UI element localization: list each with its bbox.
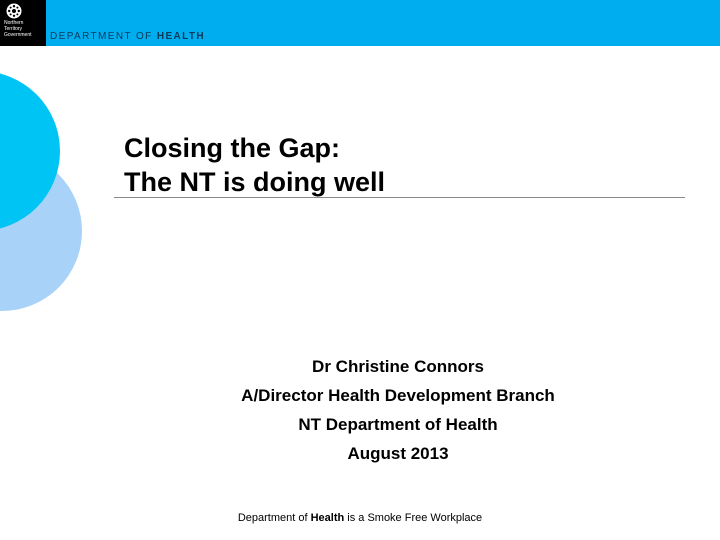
presenter-name: Dr Christine Connors <box>312 357 484 376</box>
presenter-role: A/Director Health Development Branch <box>241 386 555 405</box>
presenter-block <box>150 352 646 468</box>
footer <box>0 512 720 524</box>
title-line: Closing the Gap: <box>124 133 340 163</box>
department-label <box>50 31 205 42</box>
footer-suffix: is a Smoke Free Workplace <box>347 512 483 524</box>
logo-line: Northern <box>4 20 24 26</box>
decorative-circles <box>0 46 100 366</box>
logo-text <box>4 20 46 38</box>
presentation-date: August 2013 <box>347 444 449 463</box>
department-prefix: DEPARTMENT OF <box>50 31 153 42</box>
footer-emphasis: Health <box>310 512 345 524</box>
nt-government-logo <box>0 0 46 46</box>
title-underline <box>114 197 685 198</box>
nt-emblem-icon <box>6 3 22 19</box>
footer-prefix: Department of <box>237 512 308 524</box>
logo-line: Government <box>4 32 32 38</box>
department-emphasis: HEALTH <box>156 31 206 42</box>
slide-title <box>124 131 385 199</box>
title-line: The NT is doing well <box>124 167 386 197</box>
logo-line: Territory <box>4 26 23 32</box>
presenter-organisation: NT Department of Health <box>298 415 498 434</box>
